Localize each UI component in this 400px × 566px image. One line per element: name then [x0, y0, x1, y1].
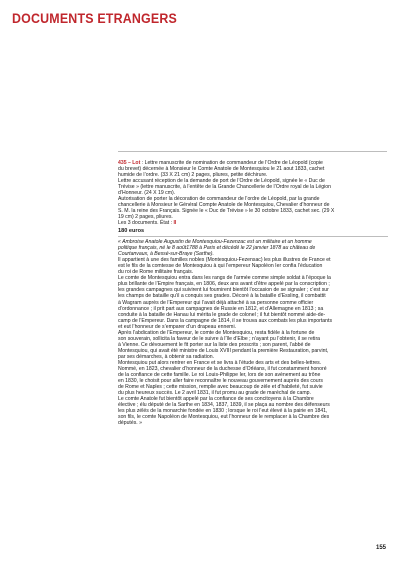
body-line: Montesquiou, qui avait été ministre de Louis XVIII pendant la première Restauration, parvint, — [118, 347, 329, 354]
body-line: du roi de Rome militaire français. — [118, 269, 194, 276]
quote-line: politique français, né le 8 août1788 à Paris et décédé le 22 janvier 1878 au château de — [118, 245, 316, 252]
body-line: Montesquiou put alors rentrer en France et se livra à l’étude des arts et des belles-lettres. — [118, 360, 322, 366]
body-line: à Wagram auprès de l’Empereur qui l’avait déjà attaché à sa personne comme officier — [118, 299, 314, 306]
biography-paragraph — [118, 257, 388, 275]
body-line: son souverain, sollicita la faveur de le suivre à l’île d’Elbe ; n’ayant pu l’obtenir, il se retira — [118, 335, 321, 342]
body-line: du plus heureux succès. Le 2 avril 1831, il fut promu au grade de maréchal de camp. — [118, 390, 311, 397]
top-divider — [118, 151, 387, 152]
body-line: Après l’abdication de l’Empereur, le comte de Montesquiou, resta fidèle à la fortune de — [118, 329, 315, 336]
body-line: Le comte Anatole fut bientôt appelé par la confiance de ses concitoyens à la Chambre — [118, 396, 314, 403]
description-line: Lettre accusant réception de la demande de port de l’Ordre de Léopold, signée le « Duc de — [118, 178, 325, 185]
body-line: plus brillante de l’Empire français, en 1806, deux ans avant d’être appelé par la conscription ; — [118, 281, 330, 288]
biography-paragraph — [118, 275, 388, 329]
body-line: et eut l’honneur de s’emparer d’un drapeau ennemi. — [118, 323, 237, 330]
description-line: Les 3 documents. État : — [118, 220, 174, 227]
body-line: en 1830, le choisit pour aller faire reconnaître le nouveau gouvernement auprès des cours — [118, 378, 323, 385]
body-line: de Rome et Naples ; cette mission, remplie avec beaucoup de zèle et d’habileté, fut suivie — [118, 384, 323, 391]
body-line: les champs de bataille qu’il a conquis ses grades. Décoré à la bataille d’Essling, il combattit — [118, 293, 326, 300]
lot-entry — [118, 160, 388, 427]
body-line: élective ; élu député de la Sarthe en 1834, 1837, 1839, il se plaça au nombre des défenseurs — [118, 402, 330, 409]
description-line: d’Honneur. (24 X 19 cm). — [118, 190, 176, 197]
lot-description — [118, 160, 388, 227]
description-line: Autorisation de porter la décoration de commandeur de l’ordre de Léopold, par la grande — [118, 196, 320, 203]
biography-paragraph — [118, 330, 388, 427]
biography-quote — [118, 239, 388, 257]
section-title: DOCUMENTS ETRANGERS — [12, 11, 177, 26]
body-line: les grandes campagnes qui suivirent lui fournirent bientôt l’occasion de se signaler ; c’est sur — [118, 287, 329, 294]
description-line: : Lettre manuscrite de nomination de commandeur de l’Ordre de Léopold (copie — [140, 160, 323, 166]
body-line: camp de l’Empereur. Dans la campagne de 1814, il se trouva aux combats les plus importants — [118, 317, 333, 324]
lot-price: 180 euros — [118, 228, 145, 235]
description-line: S. M. la reine des Français. Signée le « Duc de Trévise » le 30 octobre 1833, cachet sec. (29 X — [118, 208, 335, 215]
body-line: députés. » — [118, 420, 143, 427]
description-line: chancellerie à Monsieur le Général Compte Anatole de Montesquiou, Chevalier d’honneur de — [118, 202, 330, 209]
description-line: 19 cm) 2 pages, pliures. — [118, 214, 173, 221]
condition-grade: II — [173, 220, 177, 227]
body-line: à Vienne. Ce dévouement le fit porter sur la liste des proscrits ; son parent, l’abbé de — [118, 341, 311, 348]
body-line: les plus zélés de la monarchie fondée en 1830 ; lorsque le roi l’eut élevé à la pairie en 1841, — [118, 408, 328, 415]
body-line: est le fils de la comtesse de Montesquiou à qui l’empereur Napoléon Ier confia l’éducation — [118, 263, 323, 270]
description-line: humide de l’ordre. (33 X 21 cm) 2 pages, pliures, petite déchirure. — [118, 172, 268, 179]
body-line: par ses démarches, à obtenir sa radiation. — [118, 353, 215, 360]
body-line: de la confiance de cette famille. Le roi Louis-Philippe Ier, lors de son avènement au trône — [118, 372, 321, 379]
body-line: Le comte de Montesquiou entra dans les rangs de l’armée comme simple soldat à l’époque la — [118, 275, 331, 282]
lot-number: 435 – Lot — [118, 160, 141, 166]
quote-line: « Ambroise Anatole Augustin de Montesquiou-Fezenzac est un militaire et un homme — [118, 239, 312, 246]
body-line: Nommé, en 1823, chevalier d’honneur de la duchesse d’Orléans, il fut constamment honoré — [118, 366, 327, 373]
body-line: d’ordonnance ; il prit part aux campagnes de Russie en 1812, et d’Allemagne en 1813 ; sa — [118, 305, 324, 312]
description-line: du brevet) décernée à Monsieur le Comte Anatole de Montesquiou le 21 aout 1833, cachet — [118, 166, 325, 173]
page-number: 155 — [375, 545, 386, 551]
price-divider — [118, 236, 388, 237]
body-line: conduite à la bataille de Hanau lui mérita le grade de colonel ; il fut bientôt nommé aide-de- — [118, 311, 326, 318]
body-line: Il appartient à une des familles nobles (Montesquiou-Fezensac) les plus illustres de France et — [118, 257, 331, 264]
body-line: son fils, le comte Napoléon de Montesquiou, eut l’honneur de le remplacer à la Chambre des — [118, 414, 330, 421]
quote-line: Courtanvaux, à Bessé-sur-Braye (Sarthe). — [118, 251, 214, 258]
description-line: Trévise » (lettre manuscrite, à l’entête de la Grande Chancellerie de l’Ordre royal de la Légion — [118, 184, 331, 191]
